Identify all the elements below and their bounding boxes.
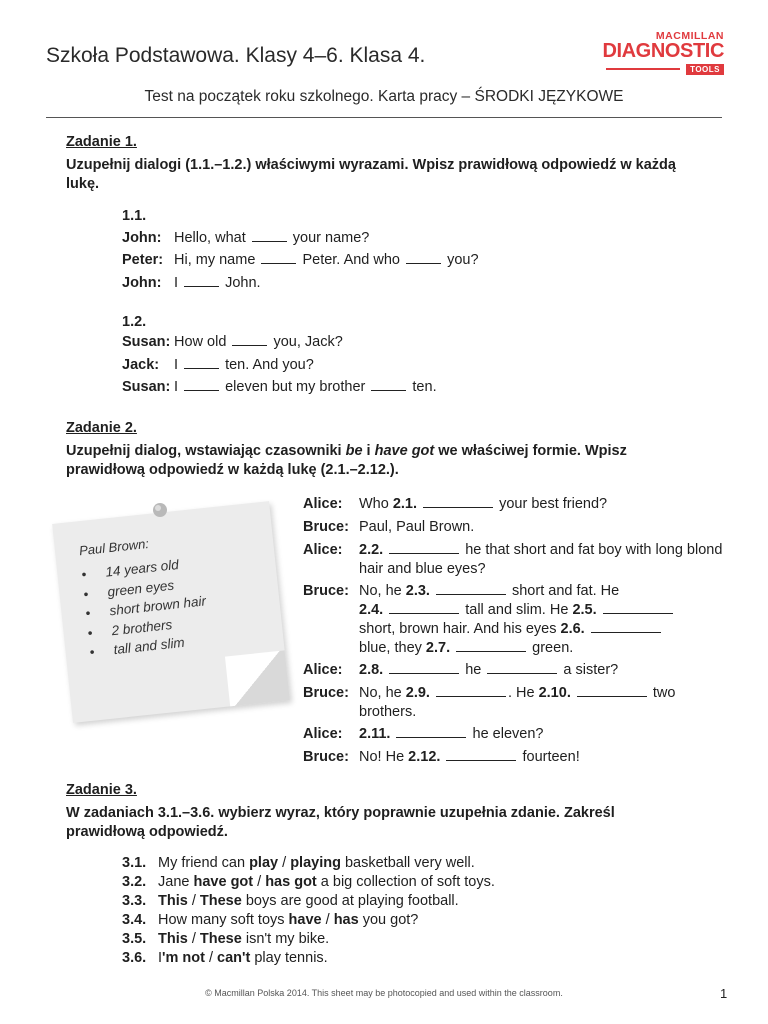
dialog-line: Alice: 2.11. he eleven?	[303, 726, 544, 742]
option[interactable]: has got	[265, 874, 317, 890]
answer-blank[interactable]	[436, 684, 506, 697]
page-curl	[225, 650, 290, 706]
answer-blank[interactable]	[603, 601, 673, 614]
answer-blank[interactable]	[389, 661, 459, 674]
answer-blank[interactable]	[389, 541, 459, 554]
macmillan-logo	[600, 30, 724, 78]
option[interactable]: 'm not	[162, 950, 205, 966]
option[interactable]: playing	[290, 855, 341, 871]
answer-blank[interactable]	[446, 748, 516, 761]
answer-blank[interactable]	[261, 251, 296, 264]
answer-blank[interactable]	[487, 661, 557, 674]
answer-blank[interactable]	[436, 582, 506, 595]
logo-brand: MACMILLAN	[655, 30, 724, 42]
task2-instruction: Uzupełnij dialog, wstawiając czasowniki be i have got we właściwej formie. Wpisz prawidłową odpowiedź w każdą lukę (2.1.–2.12.).	[66, 443, 627, 478]
page-title: Szkoła Podstawowa. Klasy 4–6. Klasa 4.	[46, 44, 426, 67]
page-number: 1	[720, 986, 728, 1001]
task3-instruction: W zadaniach 3.1.–3.6. wybierz wyraz, który poprawnie uzupełnia zdanie. Zakreśl prawidłową odpowiedź.	[66, 805, 615, 840]
option[interactable]: can't	[217, 950, 251, 966]
task2-heading: Zadanie 2.	[66, 420, 137, 436]
task1-instruction: Uzupełnij dialogi (1.1.–1.2.) właściwymi wyrazami. Wpisz prawidłową odpowiedź w każdą lukę.	[66, 157, 676, 192]
answer-blank[interactable]	[591, 620, 661, 633]
option[interactable]: have	[288, 912, 322, 928]
note-item: • tall and slim	[89, 630, 211, 662]
note-item: • green eyes	[83, 572, 205, 604]
option[interactable]: These	[199, 931, 242, 947]
task3-heading: Zadanie 3.	[66, 782, 137, 798]
logo-tag: TOOLS	[686, 64, 724, 75]
dialog-line: Susan: I eleven but my brother ten.	[122, 379, 437, 395]
answer-blank[interactable]	[406, 251, 441, 264]
answer-blank[interactable]	[184, 274, 219, 287]
option[interactable]: play	[249, 855, 279, 871]
dialog-line: Bruce: No, he 2.9. . He 2.10. two brothers.	[303, 685, 676, 720]
note-title: Paul Brown:	[78, 535, 150, 559]
option[interactable]: This	[158, 893, 188, 909]
task1-heading: Zadanie 1.	[66, 134, 137, 150]
note-item: • 14 years old	[81, 553, 203, 585]
dialog-line: John: I John.	[122, 275, 261, 291]
dialog-line: Alice: Who 2.1. your best friend?	[303, 496, 608, 512]
answer-blank[interactable]	[577, 684, 647, 697]
exercise-item: 3.3. This / These boys are good at playing football.	[122, 893, 459, 909]
dialog-line: Bruce: No! He 2.12. fourteen!	[303, 749, 580, 765]
answer-blank[interactable]	[252, 229, 287, 242]
dialog-1-2-number: 1.2.	[122, 314, 147, 330]
option[interactable]: have got	[193, 874, 254, 890]
dialog-line: Susan: How old you, Jack?	[122, 334, 343, 350]
exercise-item: 3.2. Jane have got / has got a big collection of soft toys.	[122, 874, 495, 890]
option[interactable]: These	[199, 893, 242, 909]
exercise-item: 3.6. I'm not / can't play tennis.	[122, 950, 328, 966]
answer-blank[interactable]	[423, 495, 493, 508]
option[interactable]: has	[333, 912, 359, 928]
answer-blank[interactable]	[184, 378, 219, 391]
dialog-line: Bruce: Paul, Paul Brown.	[303, 519, 475, 535]
dialog-line: John: Hello, what your name?	[122, 230, 370, 246]
dialog-line: Jack: I ten. And you?	[122, 357, 314, 373]
sticky-note	[52, 501, 290, 723]
answer-blank[interactable]	[396, 725, 466, 738]
exercise-item: 3.4. How many soft toys have / has you got?	[122, 912, 419, 928]
page-subtitle: Test na początek roku szkolnego. Karta pracy – ŚRODKI JĘZYKOWE	[144, 88, 624, 105]
header-divider	[46, 117, 722, 118]
dialog-line: Bruce: No, he 2.3. short and fat. He 2.4. tall and slim. He 2.5. short, brown hair. And his eyes 2.6. blue, they 2.7. green.	[303, 582, 723, 658]
answer-blank[interactable]	[389, 601, 459, 614]
pushpin-icon	[150, 500, 170, 520]
dialog-line: Alice: 2.8. he a sister?	[303, 662, 619, 678]
exercise-item: 3.5. This / These isn't my bike.	[122, 931, 330, 947]
answer-blank[interactable]	[371, 378, 406, 391]
answer-blank[interactable]	[456, 639, 526, 652]
note-item: • short brown hair	[85, 591, 207, 623]
option[interactable]: This	[158, 931, 188, 947]
answer-blank[interactable]	[232, 333, 267, 346]
logo-underline	[606, 68, 680, 70]
note-list	[81, 553, 211, 663]
dialog-line: Alice: 2.2. he that short and fat boy with long blond hair and blue eyes?	[303, 542, 723, 577]
exercise-item: 3.1. My friend can play / playing basketball very well.	[122, 855, 475, 871]
answer-blank[interactable]	[184, 356, 219, 369]
logo-main: DIAGNOSTIC	[602, 40, 724, 62]
dialog-line: Peter: Hi, my name Peter. And who you?	[122, 252, 479, 268]
copyright-notice: © Macmillan Polska 2014. This sheet may be photocopied and used within the classroom.	[205, 988, 563, 998]
note-item: • 2 brothers	[87, 611, 209, 643]
dialog-1-1-number: 1.1.	[122, 208, 147, 224]
